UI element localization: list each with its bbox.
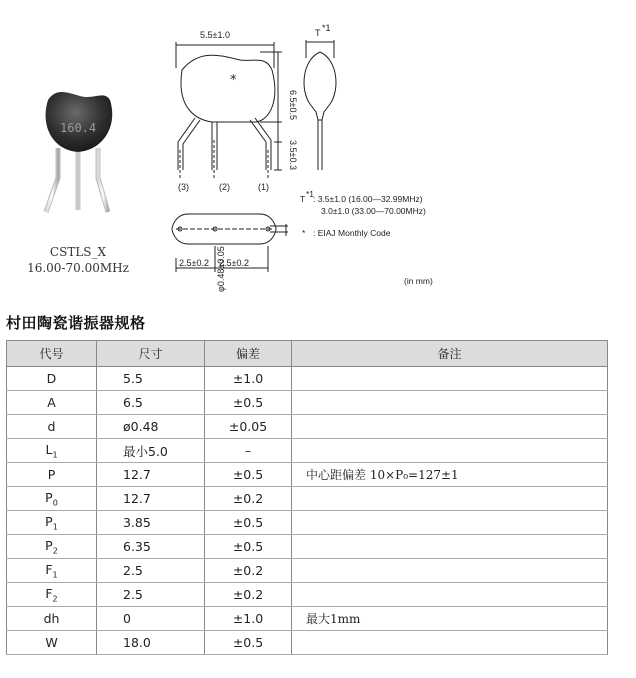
table-row bbox=[7, 415, 608, 439]
code-text: L bbox=[45, 441, 53, 457]
cell-size: 5.5 bbox=[97, 367, 205, 391]
cell-tolerance: ±0.5 bbox=[205, 391, 292, 415]
code-text: D bbox=[46, 371, 57, 386]
table-row bbox=[7, 487, 608, 511]
spec-title: 村田陶瓷谐振器规格 bbox=[6, 314, 146, 332]
cell-size: 6.5 bbox=[97, 391, 205, 415]
asterisk-mark: * bbox=[230, 73, 237, 88]
header-size: 尺寸 bbox=[97, 341, 205, 367]
pitch-left: 2.5±0.2 bbox=[179, 258, 209, 268]
cell-size: 12.7 bbox=[97, 463, 205, 487]
photo-caption bbox=[14, 244, 142, 276]
cell-size: 2.5 bbox=[97, 559, 205, 583]
note-star-text: : EIAJ Monthly Code bbox=[313, 228, 391, 238]
table-row bbox=[7, 391, 608, 415]
code-text: F bbox=[45, 561, 53, 577]
cell-size: ø0.48 bbox=[97, 415, 205, 439]
cell-size: 0 bbox=[97, 607, 205, 631]
code-text: d bbox=[47, 419, 56, 434]
cell-code bbox=[7, 631, 97, 655]
cell-note bbox=[292, 511, 608, 535]
cell-note bbox=[292, 559, 608, 583]
cell-note bbox=[292, 583, 608, 607]
spec-table bbox=[6, 340, 608, 655]
cell-note bbox=[292, 535, 608, 559]
cell-size: 12.7 bbox=[97, 487, 205, 511]
header-code: 代号 bbox=[7, 341, 97, 367]
dim-thickness: T bbox=[315, 28, 321, 38]
code-text: P bbox=[45, 537, 53, 553]
dim-body-height: 6.5±0.5 bbox=[288, 90, 298, 120]
table-row bbox=[7, 631, 608, 655]
table-row bbox=[7, 583, 608, 607]
caption-range: 16.00-70.00MHz bbox=[27, 261, 129, 275]
cell-note bbox=[292, 415, 608, 439]
code-text: P bbox=[45, 489, 53, 505]
code-subscript: 1 bbox=[52, 570, 58, 580]
cell-tolerance: ±1.0 bbox=[205, 607, 292, 631]
code-text: F bbox=[45, 585, 53, 601]
cell-note bbox=[292, 487, 608, 511]
cell-size: 3.85 bbox=[97, 511, 205, 535]
code-subscript: 1 bbox=[52, 450, 58, 460]
lead-diameter: φ0.48±0.05 bbox=[216, 246, 226, 292]
note-star: * bbox=[302, 228, 306, 238]
cell-code bbox=[7, 583, 97, 607]
cell-note: 中心距偏差 10×P₀=127±1 bbox=[292, 463, 608, 487]
dim-thickness-sup: *1 bbox=[322, 23, 331, 33]
code-text: A bbox=[47, 395, 56, 410]
pin-1-label: (1) bbox=[258, 182, 269, 192]
cell-tolerance: ±0.5 bbox=[205, 535, 292, 559]
cell-note bbox=[292, 439, 608, 463]
caption-model: CSTLS_X bbox=[49, 245, 107, 259]
pin-2-label: (2) bbox=[219, 182, 230, 192]
spec-body bbox=[7, 367, 608, 655]
side-view bbox=[304, 40, 336, 170]
code-text: P bbox=[47, 467, 56, 482]
cell-size: 6.35 bbox=[97, 535, 205, 559]
cell-size: 2.5 bbox=[97, 583, 205, 607]
cell-tolerance: ±0.5 bbox=[205, 631, 292, 655]
dim-top-width: 5.5±1.0 bbox=[200, 30, 230, 40]
cell-tolerance: ±0.2 bbox=[205, 559, 292, 583]
cell-tolerance: ±0.5 bbox=[205, 511, 292, 535]
cell-code bbox=[7, 391, 97, 415]
cell-code bbox=[7, 463, 97, 487]
cell-tolerance: ±0.2 bbox=[205, 487, 292, 511]
cell-note bbox=[292, 367, 608, 391]
cell-tolerance: ±0.5 bbox=[205, 463, 292, 487]
cell-code bbox=[7, 511, 97, 535]
table-row bbox=[7, 511, 608, 535]
cell-code bbox=[7, 367, 97, 391]
code-subscript: 0 bbox=[52, 498, 58, 508]
drawing-area bbox=[0, 0, 636, 300]
front-outline bbox=[176, 42, 282, 180]
cell-code bbox=[7, 607, 97, 631]
code-text: P bbox=[45, 513, 53, 529]
table-row bbox=[7, 367, 608, 391]
pitch-right: 2.5±0.2 bbox=[219, 258, 249, 268]
code-subscript: 2 bbox=[52, 594, 58, 604]
cell-size: 18.0 bbox=[97, 631, 205, 655]
cell-code bbox=[7, 535, 97, 559]
cell-note bbox=[292, 391, 608, 415]
unit-label: (in mm) bbox=[404, 276, 433, 286]
table-row bbox=[7, 607, 608, 631]
table-row bbox=[7, 535, 608, 559]
header-tolerance: 偏差 bbox=[205, 341, 292, 367]
header-note: 备注 bbox=[292, 341, 608, 367]
note-t-line1: : 3.5±1.0 (16.00—32.99MHz) bbox=[313, 194, 423, 204]
cell-note: 最大1mm bbox=[292, 607, 608, 631]
cell-note bbox=[292, 631, 608, 655]
cell-tolerance: ±1.0 bbox=[205, 367, 292, 391]
cell-code bbox=[7, 415, 97, 439]
cell-code bbox=[7, 487, 97, 511]
pin-3-label: (3) bbox=[178, 182, 189, 192]
note-t-line2: 3.0±1.0 (33.00—70.00MHz) bbox=[321, 206, 426, 216]
table-row bbox=[7, 463, 608, 487]
cell-tolerance: ±0.2 bbox=[205, 583, 292, 607]
cell-size: 最小5.0 bbox=[97, 439, 205, 463]
code-subscript: 1 bbox=[52, 522, 58, 532]
note-t-sup: *1 bbox=[306, 189, 315, 199]
spec-header-row bbox=[7, 341, 608, 367]
table-row bbox=[7, 559, 608, 583]
component-photo bbox=[46, 92, 113, 212]
note-t-prefix: T bbox=[300, 194, 306, 204]
cell-tolerance: ±0.05 bbox=[205, 415, 292, 439]
cell-code bbox=[7, 439, 97, 463]
dim-lead-height: 3.5±0.3 bbox=[288, 140, 298, 170]
table-row bbox=[7, 439, 608, 463]
cell-code bbox=[7, 559, 97, 583]
code-subscript: 2 bbox=[52, 546, 58, 556]
code-text: W bbox=[45, 635, 58, 650]
cell-tolerance: – bbox=[205, 439, 292, 463]
code-text: dh bbox=[43, 611, 60, 626]
photo-marking: 160.4 bbox=[60, 121, 97, 135]
